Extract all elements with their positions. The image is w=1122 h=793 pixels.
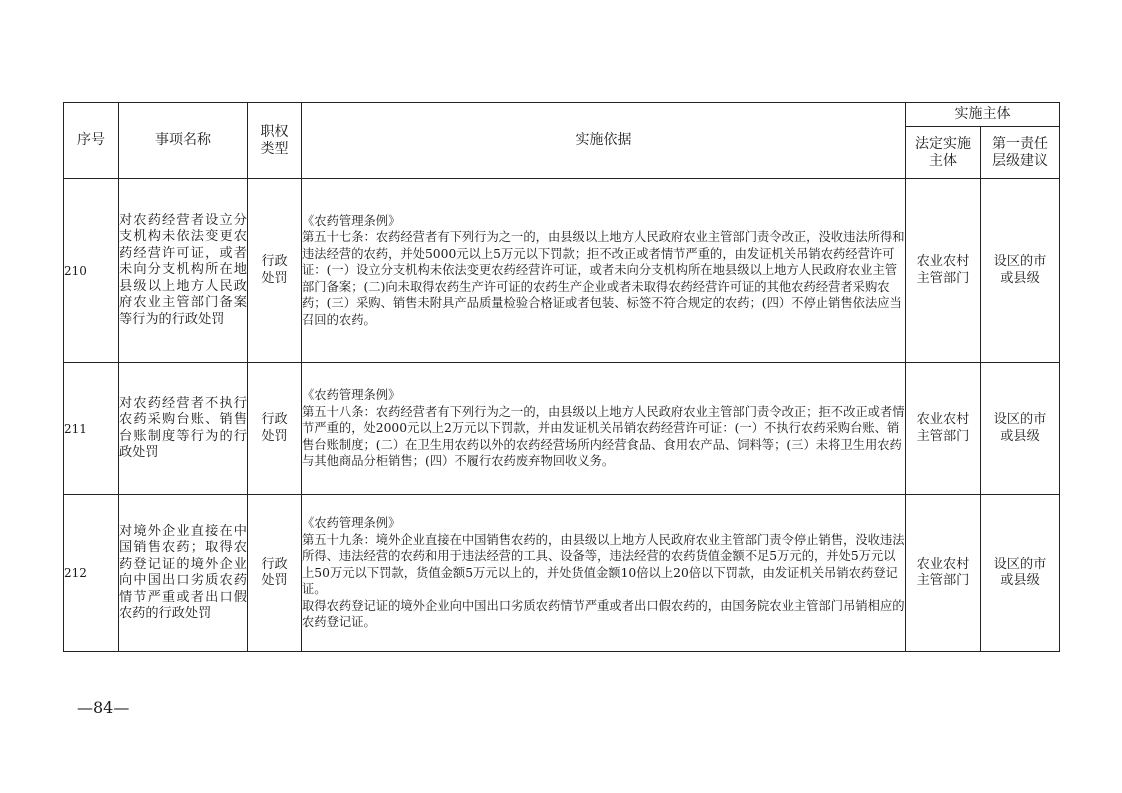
header-level-text: 第一责任层级建议: [992, 135, 1048, 169]
header-legal-text: 法定实施主体: [915, 135, 971, 169]
basis-title: 《农药管理条例》: [302, 516, 401, 531]
header-name: 事项名称: [119, 103, 248, 179]
row-seq: 212: [64, 495, 119, 652]
basis-text: 第五十八条：农药经营者有下列行为之一的，由县级以上地方人民政府农业主管部门责令改正；拒不改正或者情节严重的，处2000元以上2万元以下罚款，并由发证机关吊销农药经营许可证：(一）不执行农药采购台账、销售台账制度；(二）在卫生用农药以外的农药经营场所内经营食品、食用农产品、饲料等；(三）未将卫生用农药与其他商品分柜销售；(四）不履行农药废弃物回收义务。: [302, 404, 905, 469]
row-type-text: 行政处罚: [261, 254, 288, 286]
row-type: [248, 495, 302, 652]
header-type: [248, 103, 302, 179]
row-level: [981, 495, 1060, 652]
table-row: [64, 363, 1060, 495]
basis-text-2: 取得农药登记证的境外企业向中国出口劣质农药情节严重或者出口假农药的，由国务院农业主管部门吊销相应的农药登记证。: [302, 598, 905, 630]
row-legal-text: 农业农村主管部门: [916, 412, 970, 444]
page-number: —84—: [77, 698, 130, 717]
header-basis: 实施依据: [302, 103, 906, 179]
row-type-text: 行政处罚: [261, 412, 288, 444]
table-row: [64, 179, 1060, 363]
row-legal: [906, 363, 981, 495]
basis-title: 《农药管理条例》: [302, 388, 401, 403]
row-legal: [906, 179, 981, 363]
row-legal: [906, 495, 981, 652]
row-legal-text: 农业农村主管部门: [916, 556, 970, 588]
row-level-text: 设区的市或县级: [993, 556, 1047, 588]
header-seq: 序号: [64, 103, 119, 179]
row-type-text: 行政处罚: [261, 556, 288, 588]
table-row: [64, 495, 1060, 652]
row-type: [248, 179, 302, 363]
row-level: [981, 179, 1060, 363]
basis-text: 第五十七条：农药经营者有下列行为之一的，由县级以上地方人民政府农业主管部门责令改正，没收违法所得和违法经营的农药，并处5000元以上5万元以下罚款；拒不改正或者情节严重的，由发证机关吊销农药经营许可证：(一）设立分支机构未依法变更农药经营许可证，或者未向分支机构所在地县级以上地方人民政府农业主管部门备案；(二)向未取得农药生产许可证的农药生产企业或者未取得农药经营许可证的其他农药经营者采购农药；(三）采购、销售未附具产品质量检验合格证或者包装、标签不符合规定的农药；(四）不停止销售依法应当召回的农药。: [302, 230, 905, 327]
row-seq: 210: [64, 179, 119, 363]
row-basis: [302, 363, 906, 495]
row-basis: [302, 495, 906, 652]
row-name: 对农药经营者不执行农药采购台账、销售台账制度等行为的行政处罚: [119, 363, 248, 495]
header-type-text: 职权类型: [260, 123, 289, 157]
row-level: [981, 363, 1060, 495]
row-level-text: 设区的市或县级: [993, 254, 1047, 286]
row-level-text: 设区的市或县级: [993, 412, 1047, 444]
header-level: [981, 127, 1060, 179]
row-type: [248, 363, 302, 495]
row-basis: [302, 179, 906, 363]
header-subject: 实施主体: [906, 103, 1060, 127]
row-seq: 211: [64, 363, 119, 495]
row-legal-text: 农业农村主管部门: [916, 254, 970, 286]
basis-text: 第五十九条：境外企业直接在中国销售农药的，由县级以上地方人民政府农业主管部门责令停止销售，没收违法所得、违法经营的农药和用于违法经营的工具、设备等，违法经营的农药货值金额不足5万元的，并处5万元以上50万元以下罚款，货值金额5万元以上的，并处货值金额10倍以上20倍以下罚款，由发证机关吊销农药登记证。: [302, 532, 905, 597]
row-name: 对农药经营者设立分支机构未依法变更农药经营许可证，或者未向分支机构所在地县级以上地方人民政府农业主管部门备案等行为的行政处罚: [119, 179, 248, 363]
header-legal: [906, 127, 981, 179]
basis-title: 《农药管理条例》: [302, 213, 401, 228]
records-table: [63, 102, 1060, 652]
row-name: 对境外企业直接在中国销售农药；取得农药登记证的境外企业向中国出口劣质农药情节严重或者出口假农药的行政处罚: [119, 495, 248, 652]
